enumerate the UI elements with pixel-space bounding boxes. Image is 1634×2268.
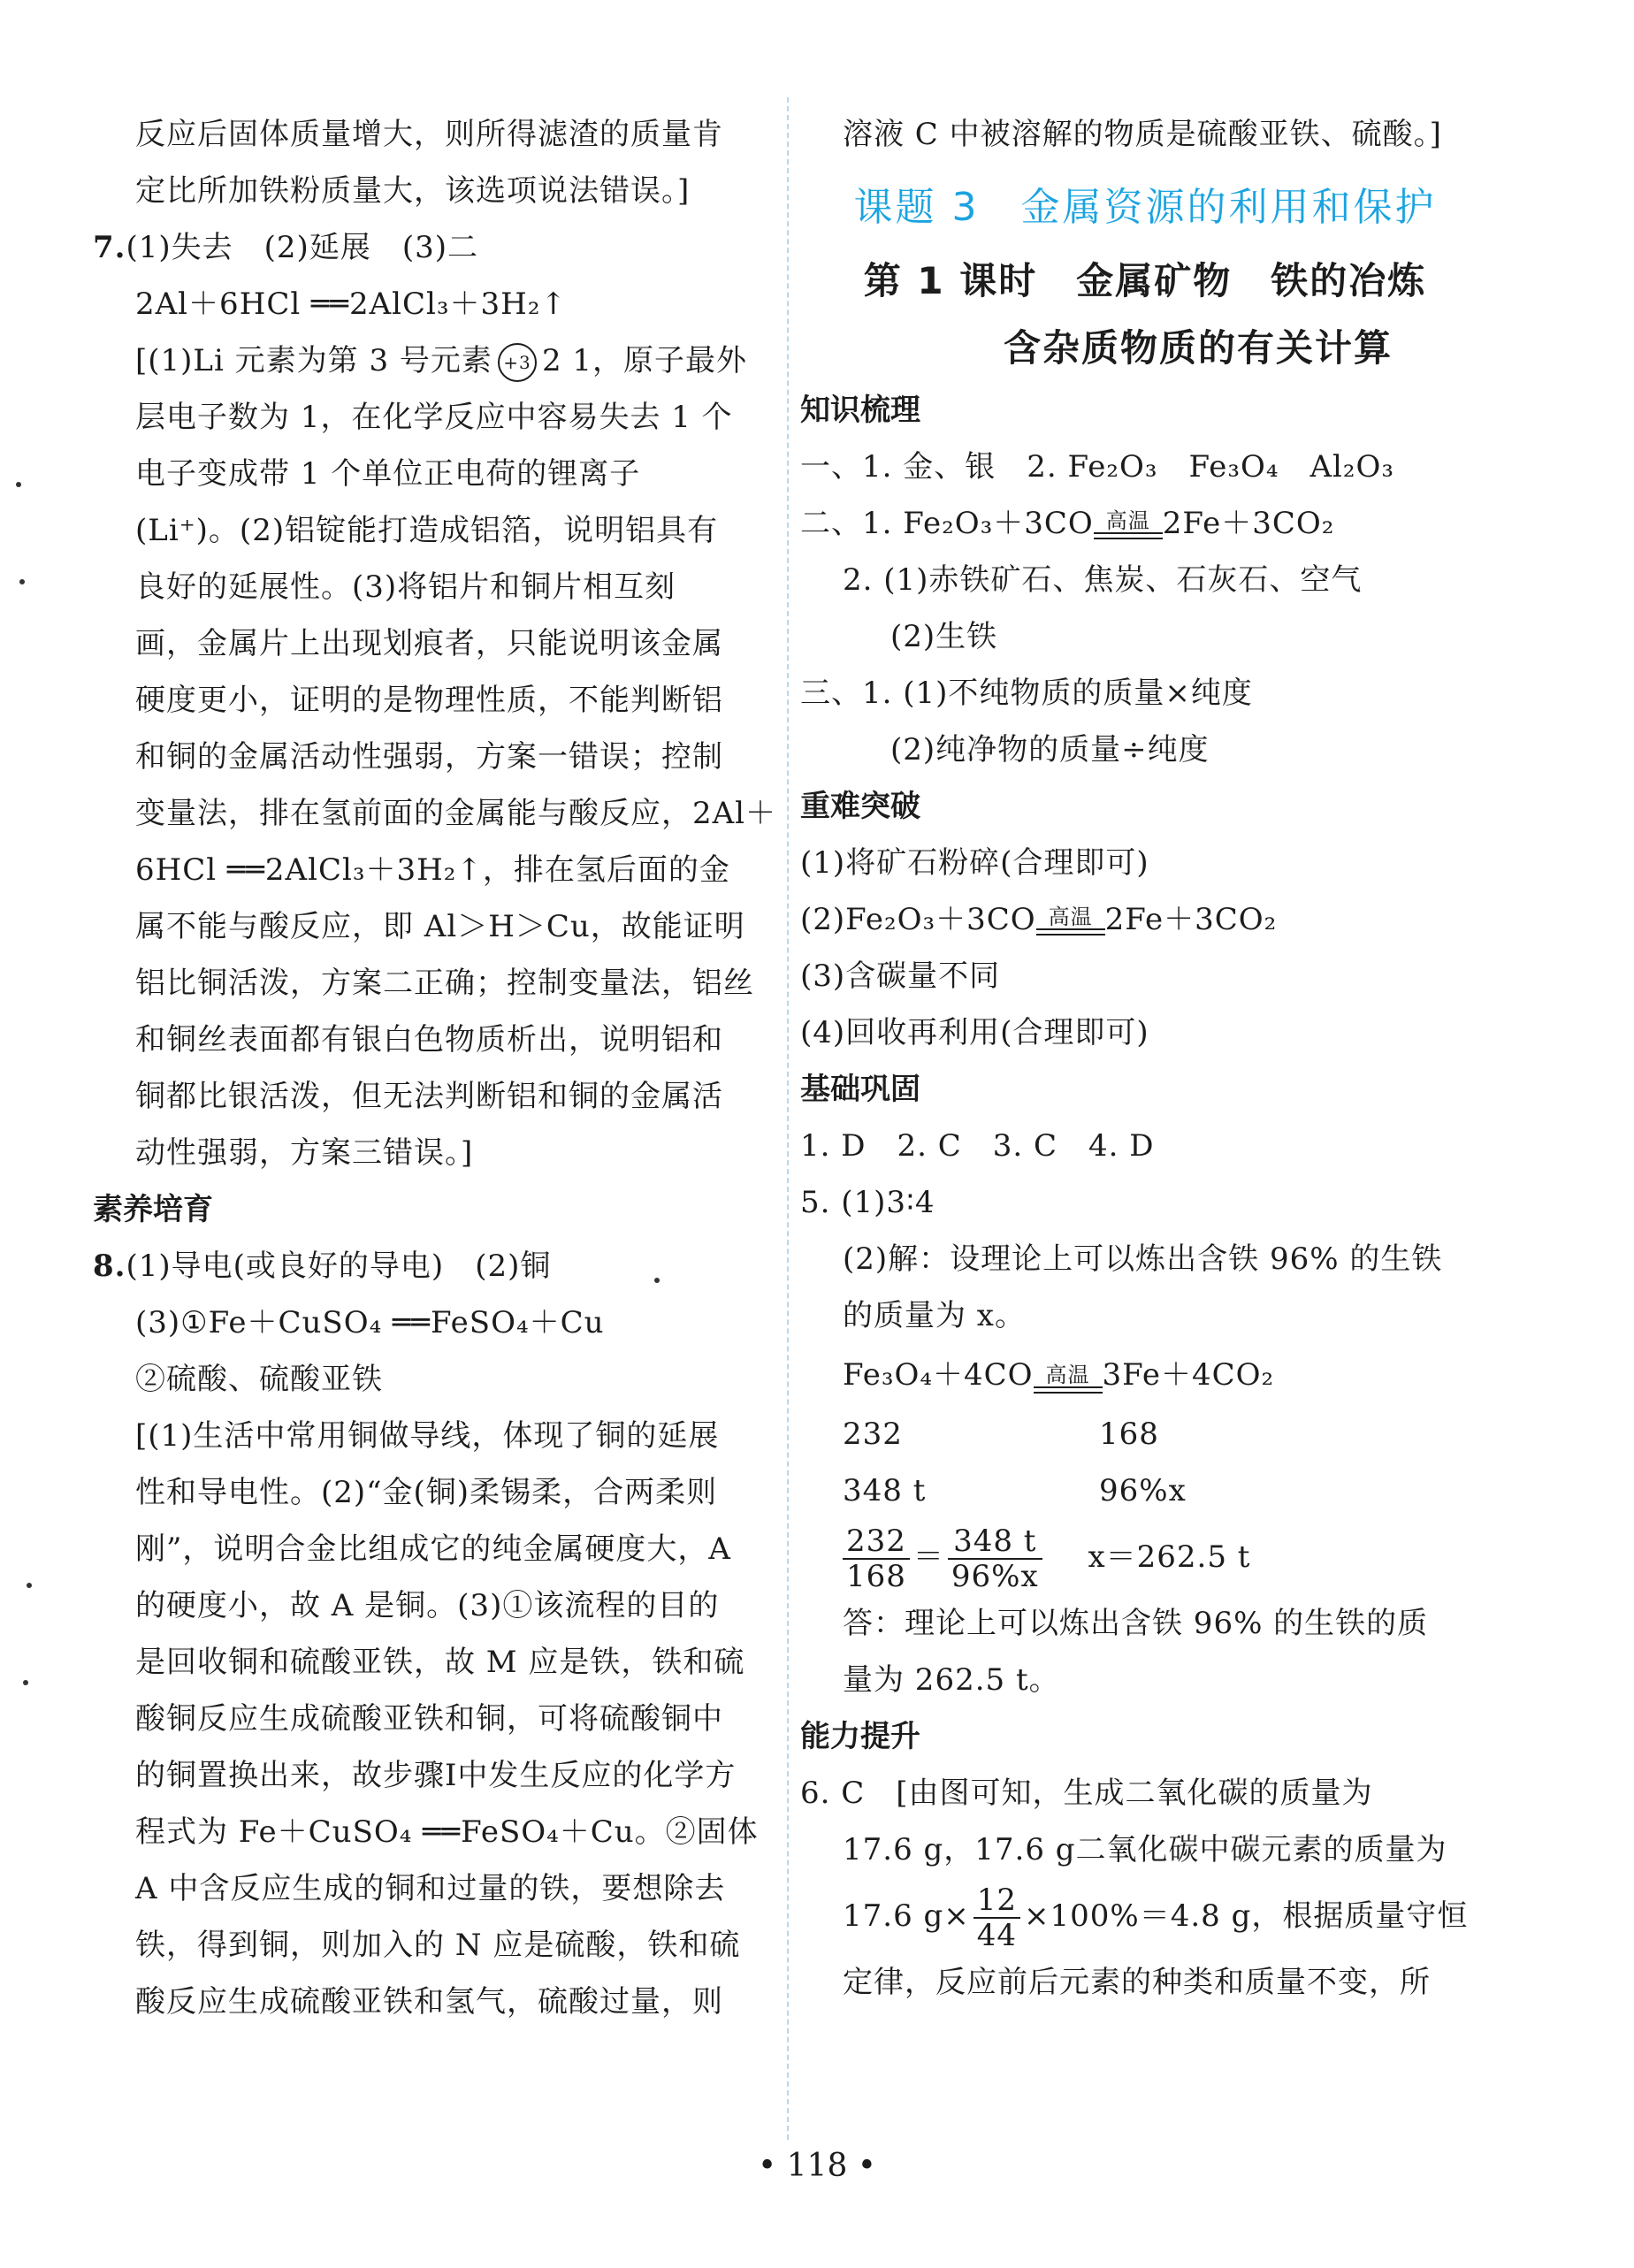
text-line: 的铜置换出来，故步骤Ⅰ中发生反应的化学方 <box>135 1758 737 1793</box>
q5-ratio-row <box>800 1406 1490 1462</box>
eq-products: 2Fe＋3CO₂ <box>1104 902 1278 937</box>
knowledge-section-title: 知识梳理 <box>800 393 920 428</box>
breakthrough-line: (1)将矿石粉碎(合理即可) <box>800 845 1149 881</box>
breakthrough-section-title: 重难突破 <box>800 789 920 824</box>
q6-line: 6. C [由图可知，生成二氧化碳的质量为 <box>800 1775 1373 1811</box>
text-line: 性和导电性。(2)“金(铜)柔锡柔，合两柔则 <box>135 1475 718 1510</box>
scan-speck <box>16 482 21 487</box>
text-line: 电子变成带 1 个单位正电荷的锂离子 <box>135 456 641 492</box>
q6-fraction-post: ×100%＝4.8 g，根据质量守恒 <box>1024 1898 1469 1934</box>
fraction-numerator: 12 <box>974 1883 1020 1919</box>
left-column <box>93 106 777 2030</box>
q5-line: 5. (1)3∶4 <box>800 1185 935 1220</box>
q7-equation: 2Al＋6HCl ══2AlCl₃＋3H₂↑ <box>135 286 567 322</box>
fraction-denominator: 168 <box>846 1559 906 1594</box>
q8-line3: ②硫酸、硫酸亚铁 <box>135 1362 383 1397</box>
q5-answer: 量为 262.5 t。 <box>843 1662 1060 1698</box>
q8-number: 8. <box>93 1249 126 1284</box>
atom-structure-diagram: +3 <box>498 343 537 382</box>
knowledge-line: 2. (1)赤铁矿石、焦炭、石灰石、空气 <box>843 562 1363 598</box>
text-line: 画，金属片上出现划痕者，只能说明该金属 <box>135 626 723 661</box>
knowledge-line: 一、1. 金、银 2. Fe₂O₃ Fe₃O₄ Al₂O₃ <box>800 449 1395 485</box>
reaction-arrow <box>1094 508 1163 552</box>
q7-line1: (1)失去 (2)延展 (3)二 <box>126 230 478 265</box>
q7-answer-line <box>93 219 774 276</box>
text-line: 变量法，排在氢前面的金属能与酸反应，2Al＋ <box>135 796 777 831</box>
atom-shells: 2 1 <box>541 343 593 378</box>
q8-answer-line <box>93 1238 774 1294</box>
text-line: 和铜的金属活动性强弱，方案一错误；控制 <box>135 739 723 775</box>
text-line: 层电子数为 1，在化学反应中容易失去 1 个 <box>135 400 733 435</box>
eq-reactants: (2)Fe₂O₃＋3CO <box>800 902 1036 937</box>
text-line: 铁，得到铜，则加入的 N 应是硫酸，铁和硫 <box>135 1928 741 1963</box>
lesson-subtitle: 含杂质物质的有关计算 <box>1003 326 1393 370</box>
text-line: 酸铜反应生成硫酸亚铁和铜，可将硫酸铜中 <box>135 1701 723 1737</box>
column-divider <box>787 97 789 2140</box>
q8-line2: (3)①Fe＋CuSO₄ ══FeSO₄＋Cu <box>135 1305 605 1340</box>
eq-reactants: Fe₃O₄＋4CO <box>843 1357 1034 1393</box>
text-line: 硬度更小，证明的是物理性质，不能判断铝 <box>135 683 723 718</box>
q8-line1: (1)导电(或良好的导电) (2)铜 <box>126 1249 552 1284</box>
knowledge-equation <box>800 495 1490 552</box>
q5-equation <box>800 1344 1490 1406</box>
fraction <box>974 1883 1020 1952</box>
q6-line: 定律，反应前后元素的种类和质量不变，所 <box>843 1965 1431 2000</box>
reaction-condition: 高温 <box>1105 508 1150 533</box>
q5-line: (2)解：设理论上可以炼出含铁 96% 的生铁 <box>843 1241 1443 1277</box>
fraction-denominator: 44 <box>976 1918 1018 1953</box>
eq-reactants: 二、1. Fe₂O₃＋3CO <box>800 506 1094 541</box>
scan-speck <box>654 1278 660 1283</box>
basics-section-title: 基础巩固 <box>800 1072 920 1107</box>
q6-line-fraction <box>800 1878 1490 1954</box>
text-line: 酸反应生成硫酸亚铁和氢气，硫酸过量，则 <box>135 1984 723 2020</box>
text-line: 反应后固体质量增大，则所得滤渣的质量肯 <box>135 117 723 152</box>
q5-ratio-row <box>800 1462 1490 1519</box>
text-line: 动性强弱，方案三错误。] <box>135 1135 474 1171</box>
text-line: 铜都比银活泼，但无法判断铝和铜的金属活 <box>135 1079 723 1114</box>
fraction <box>948 1524 1042 1593</box>
reaction-arrow <box>1034 1363 1103 1406</box>
text-line: 是回收铜和硫酸亚铁，故 M 应是铁，铁和硫 <box>135 1645 745 1680</box>
scan-speck <box>23 1680 28 1685</box>
basics-answers: 1. D 2. C 3. C 4. D <box>800 1128 1155 1164</box>
q7-explanation-start <box>93 332 774 389</box>
ability-section-title: 能力提升 <box>800 1719 920 1754</box>
breakthrough-line: (3)含碳量不同 <box>800 958 1001 994</box>
breakthrough-equation <box>800 891 1490 948</box>
fraction-numerator: 348 t <box>948 1524 1042 1560</box>
page-number: • 118 • <box>757 2148 877 2184</box>
q6-line: 17.6 g，17.6 g二氧化碳中碳元素的质量为 <box>843 1832 1447 1867</box>
eq-products: 3Fe＋4CO₂ <box>1102 1357 1275 1393</box>
text-line: 6HCl ══2AlCl₃＋3H₂↑，排在氢后面的金 <box>135 852 730 888</box>
q5-answer: 答：理论上可以炼出含铁 96% 的生铁的质 <box>843 1606 1429 1641</box>
scan-speck <box>27 1583 32 1588</box>
right-column <box>800 106 1490 2011</box>
text-line: 属不能与酸反应，即 Al＞H＞Cu，故能证明 <box>135 909 745 944</box>
text-line: 程式为 Fe＋CuSO₄ ══FeSO₄＋Cu。②固体 <box>135 1814 759 1850</box>
ratio-value: 232 <box>843 1417 903 1452</box>
section-title: 素养培育 <box>93 1192 213 1227</box>
q7-expl-post: ，原子最外 <box>592 343 748 378</box>
scan-speck <box>19 579 25 584</box>
breakthrough-line: (4)回收再利用(合理即可) <box>800 1015 1149 1050</box>
text-line: 良好的延展性。(3)将铝片和铜片相互刻 <box>135 569 676 605</box>
q7-number: 7. <box>93 230 126 265</box>
lesson-title: 第 1 课时 金属矿物 铁的冶炼 <box>863 259 1427 302</box>
text-line: (Li⁺)。(2)铝锭能打造成铝箔，说明铝具有 <box>135 513 719 548</box>
ratio-value: 96%x <box>1099 1473 1187 1508</box>
text-line: A 中含反应生成的铜和过量的铁，要想除去 <box>135 1871 726 1906</box>
text-line: 铝比铜活泼，方案二正确；控制变量法，铝丝 <box>135 966 754 1001</box>
text-line: 定比所加铁粉质量大，该选项说法错误。] <box>135 173 691 209</box>
fraction-denominator: 96%x <box>951 1559 1039 1594</box>
ratio-value: 348 t <box>843 1473 927 1508</box>
text-line: 的硬度小，故 A 是铜。(3)①该流程的目的 <box>135 1588 720 1623</box>
q5-proportion: $\frac{232}{168}$ ＝ $\frac{348 t}{96\%x}$ x＝262.5 t <box>800 1519 1490 1595</box>
topic-title: 课题 3 金属资源的利用和保护 <box>853 185 1437 230</box>
q5-line: 的质量为 x。 <box>843 1298 1026 1333</box>
text-line: 溶液 C 中被溶解的物质是硫酸亚铁、硫酸。] <box>843 117 1442 152</box>
knowledge-line: (2)纯净物的质量÷纯度 <box>890 732 1210 767</box>
q6-fraction-pre: 17.6 g× <box>843 1898 970 1934</box>
ratio-value: 168 <box>1099 1417 1159 1452</box>
proportion-result: x＝262.5 t <box>1088 1539 1251 1575</box>
fraction <box>843 1524 910 1593</box>
knowledge-line: (2)生铁 <box>890 619 998 654</box>
q7-expl-pre: [(1)Li 元素为第 3 号元素 <box>135 343 492 378</box>
text-line: 刚”，说明合金比组成它的纯金属硬度大，A <box>135 1531 731 1567</box>
text-line: [(1)生活中常用铜做导线，体现了铜的延展 <box>135 1418 720 1454</box>
fraction-numerator: 232 <box>843 1524 910 1560</box>
text-line: 和铜丝表面都有银白色物质析出，说明铝和 <box>135 1022 723 1058</box>
knowledge-line: 三、1. (1)不纯物质的质量×纯度 <box>800 676 1253 711</box>
eq-products: 2Fe＋3CO₂ <box>1162 506 1335 541</box>
reaction-arrow <box>1036 905 1105 948</box>
reaction-condition: 高温 <box>1048 905 1093 929</box>
reaction-condition: 高温 <box>1045 1363 1090 1387</box>
